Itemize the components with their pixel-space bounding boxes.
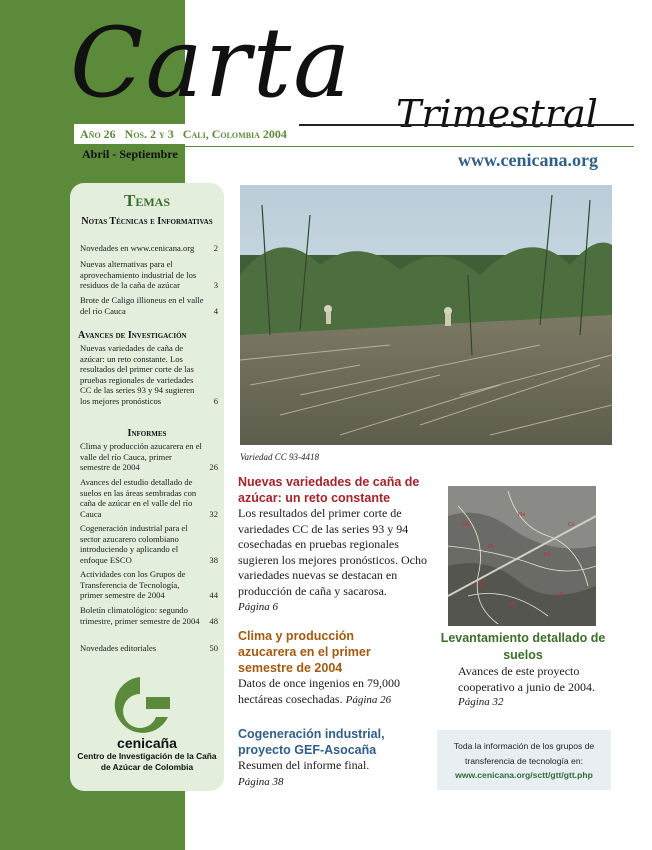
- cenicana-logo: [100, 671, 180, 739]
- svg-text:ND: ND: [508, 602, 516, 608]
- contents-entry[interactable]: Novedades editoriales 50: [80, 643, 218, 653]
- brand-full-name: Centro de Investigación de la Caña de Azúcar de Colombia: [77, 751, 217, 772]
- section-heading-notas: Notas Técnicas e Informativas: [81, 216, 213, 227]
- svg-text:NA: NA: [462, 522, 470, 528]
- contents-entry[interactable]: Avances del estudio detallado de suelos en las áreas sembradas con caña de azúcar en el valle del río Cauca 32: [80, 477, 218, 519]
- brand-name: cenicaña: [117, 735, 177, 751]
- soil-feature-body: Avances de este proyecto cooperativo a junio de 2004.: [458, 664, 595, 694]
- svg-text:RS: RS: [544, 552, 551, 558]
- article-body-clima: Datos de once ingenios en 79,000 hectáreas cosechadas. Página 26: [238, 676, 400, 706]
- issue-year: Año 26: [80, 127, 116, 141]
- section-heading-informes: Informes: [127, 428, 167, 439]
- website-link[interactable]: www.cenicana.org: [458, 150, 598, 170]
- article-body-cogeneracion: Resumen del informe final. Página 38: [238, 758, 370, 788]
- issue-period: Abril - Septiembre: [82, 147, 178, 161]
- photo-caption: Variedad CC 93-4418: [240, 452, 320, 462]
- contents-entry[interactable]: Actividades con los Grupos de Transferencia de Tecnología, primer semestre de 2004 44: [80, 569, 218, 600]
- contents-panel: [70, 183, 224, 791]
- masthead-subtitle: Trimestral: [396, 92, 598, 136]
- masthead-title: Carta: [70, 7, 353, 119]
- contents-entry[interactable]: Brote de Caligo illioneus en el valle del río Cauca 4: [80, 295, 218, 316]
- sugarcane-field-photo: [240, 185, 612, 445]
- soil-map-image: [448, 486, 596, 626]
- article-page-ref: Página 6: [238, 601, 279, 613]
- issue-numbers: Nos. 2 y 3: [124, 127, 174, 141]
- article-page-ref: Página 38: [238, 775, 284, 788]
- svg-text:Ca: Ca: [568, 522, 575, 528]
- svg-text:Ma: Ma: [518, 512, 526, 518]
- transfer-info-text: Toda la información de los grupos de transferencia de tecnología en:: [453, 741, 595, 766]
- article-page-ref: Página 26: [345, 693, 392, 706]
- article-title-variedades[interactable]: Nuevas variedades de caña de azúcar: un reto constante: [238, 475, 420, 505]
- issue-place-date: Cali, Colombia 2004: [182, 127, 287, 141]
- soil-feature-page-ref: Página 32: [458, 696, 504, 708]
- transfer-info-link[interactable]: www.cenicana.org/sctt/gtt/gtt.php: [455, 770, 593, 780]
- article-title-cogeneracion[interactable]: Cogeneración industrial, proyecto GEF-Asocaña: [238, 727, 385, 757]
- contents-entry[interactable]: Novedades en www.cenicana.org 2: [80, 243, 218, 253]
- svg-text:NA: NA: [478, 582, 486, 588]
- article-title-clima[interactable]: Clima y producción azucarera en el primer semestre de 2004: [238, 629, 371, 675]
- issue-info: [74, 124, 299, 144]
- soil-feature-title[interactable]: Levantamiento detallado de suelos: [440, 631, 606, 662]
- transfer-info-box: [437, 730, 611, 790]
- contents-entry[interactable]: Cogeneración industrial para el sector azucarero colombiano introduciendo y aplicando el enfoque ESCO 38: [80, 523, 218, 565]
- article-body-variedades: Los resultados del primer corte de variedades CC de las series 93 y 94 cosechadas en pruebas regionales sugieren los mejores pronósticos. Ocho variedades nuevas se destacan en producción de caña y sacarosa. Página 6: [238, 506, 427, 613]
- contents-entry[interactable]: Boletín climatológico: segundo trimestre, primer semestre de 2004 48: [80, 605, 218, 626]
- section-heading-avances: Avances de Investigación: [78, 330, 187, 341]
- contents-entry[interactable]: Nuevas variedades de caña de azúcar: un reto constante. Los resultados del primer corte de las pruebas regionales de variedades CC de las series 93 y 94 sugieren los mejores pronósticos 6: [80, 343, 218, 406]
- contents-entry[interactable]: Nuevas alternativas para el aprovechamiento industrial de los residuos de la caña de azúcar 3: [80, 259, 218, 290]
- svg-text:PA: PA: [488, 544, 495, 550]
- contents-entry[interactable]: Clima y producción azucarera en el valle del río Cauca, primer semestre de 2004 26: [80, 441, 218, 472]
- svg-text:JR: JR: [558, 592, 563, 598]
- contents-title: Temas: [123, 191, 170, 210]
